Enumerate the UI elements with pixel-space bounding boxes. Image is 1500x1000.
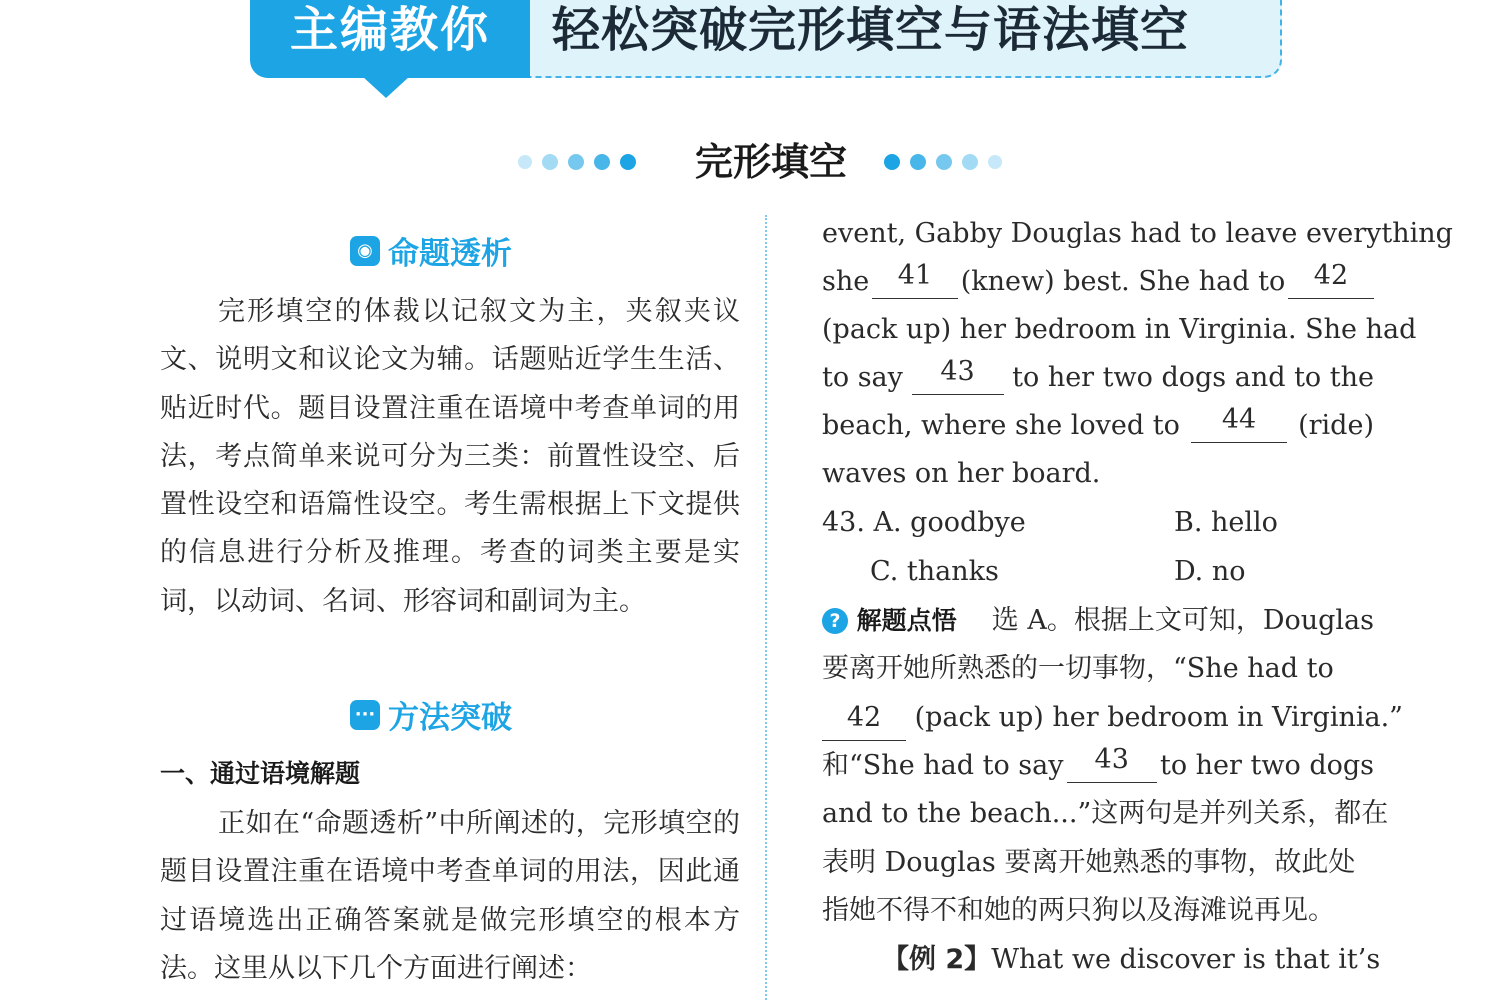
blank-43: 43 xyxy=(912,354,1004,395)
tip-label: 解题点悟 xyxy=(856,606,957,635)
heading-methods xyxy=(350,692,512,737)
passage-text: to say xyxy=(822,362,903,393)
header-banner xyxy=(250,0,1282,78)
passage-line xyxy=(822,258,1374,306)
example-line xyxy=(822,936,1381,984)
blank-41: 41 xyxy=(872,258,958,299)
method-subheading: 一、通过语境解题 xyxy=(160,759,361,788)
location-pin-icon: ◉ xyxy=(350,236,380,266)
banner-label: 主编教你 xyxy=(250,0,530,78)
passage-line xyxy=(822,354,1374,402)
tip-text: 选 A。根据上文可知，Douglas xyxy=(991,605,1374,636)
option-c: C. thanks xyxy=(870,556,999,587)
passage-line xyxy=(822,402,1374,450)
question-icon: ? xyxy=(822,608,848,634)
tip-text: (pack up) her bedroom in Virginia.” xyxy=(914,702,1403,733)
passage-text: she xyxy=(822,266,870,297)
section-title-row xyxy=(0,134,1500,190)
banner-pointer xyxy=(362,76,410,98)
decorative-dots-right xyxy=(884,152,1002,172)
heading-analysis xyxy=(350,228,512,273)
passage-line: (pack up) her bedroom in Virginia. She had xyxy=(822,314,1417,345)
passage-text: (ride) xyxy=(1298,410,1374,441)
blank-42: 42 xyxy=(1288,258,1374,299)
banner-title: 轻松突破完形填空与语法填空 xyxy=(552,2,1190,58)
chat-bubble-icon: ··· xyxy=(350,700,380,730)
heading-analysis-label: 命题透析 xyxy=(388,236,512,272)
tip-line: 指她不得不和她的两只狗以及海滩说再见。 xyxy=(822,895,1335,926)
analysis-paragraph: 完形填空的体裁以记叙文为主，夹叙夹议文、说明文和议论文为辅。话题贴近学生生活、贴近时代。题目设置注重在语境中考查单词的用法，考点简单来说可分为三类：前置性设空、后置性设空和语篇性设空。考生需根据上下文提供的信息进行分析及推理。考查的词类主要是实词，以动词、名词、形容词和副词为主。 xyxy=(160,296,740,617)
passage-line: waves on her board. xyxy=(822,458,1101,489)
blank-44: 44 xyxy=(1191,402,1287,443)
passage-text: to her two dogs and to the xyxy=(1012,362,1374,393)
tip-line: 表明 Douglas 要离开她熟悉的事物，故此处 xyxy=(822,847,1356,878)
passage-line: event, Gabby Douglas had to leave everything xyxy=(822,218,1453,249)
example-text: What we discover is that it’s xyxy=(991,944,1381,975)
tip-line: and to the beach...”这两句是并列关系，都在 xyxy=(822,798,1389,829)
tip-heading xyxy=(822,597,957,645)
passage-text: beach, where she loved to xyxy=(822,410,1180,441)
blank-43: 43 xyxy=(1067,742,1157,783)
tip-line xyxy=(822,597,1374,645)
option-b: B. hello xyxy=(1174,507,1278,538)
option-a: 43. A. goodbye xyxy=(822,507,1026,538)
tip-line xyxy=(822,694,1403,742)
tip-text: to her two dogs xyxy=(1159,750,1374,781)
section-title: 完形填空 xyxy=(694,140,847,184)
tip-line xyxy=(822,742,1374,790)
tip-text: 和“She had to say xyxy=(822,750,1064,781)
tip-line: 要离开她所熟悉的一切事物，“She had to xyxy=(822,653,1334,684)
option-d: D. no xyxy=(1174,556,1246,587)
heading-methods-label: 方法突破 xyxy=(388,700,512,736)
passage-text: (knew) best. She had to xyxy=(960,266,1286,297)
decorative-dots-left xyxy=(518,152,636,172)
method-paragraph: 正如在“命题透析”中所阐述的，完形填空的题目设置注重在语境中考查单词的用法，因此通过语境选出正确答案就是做完形填空的根本方法。这里从以下几个方面进行阐述： xyxy=(160,808,740,984)
example-label: 【例 2】 xyxy=(882,944,992,975)
column-divider xyxy=(765,215,767,1000)
blank-42: 42 xyxy=(822,700,906,741)
